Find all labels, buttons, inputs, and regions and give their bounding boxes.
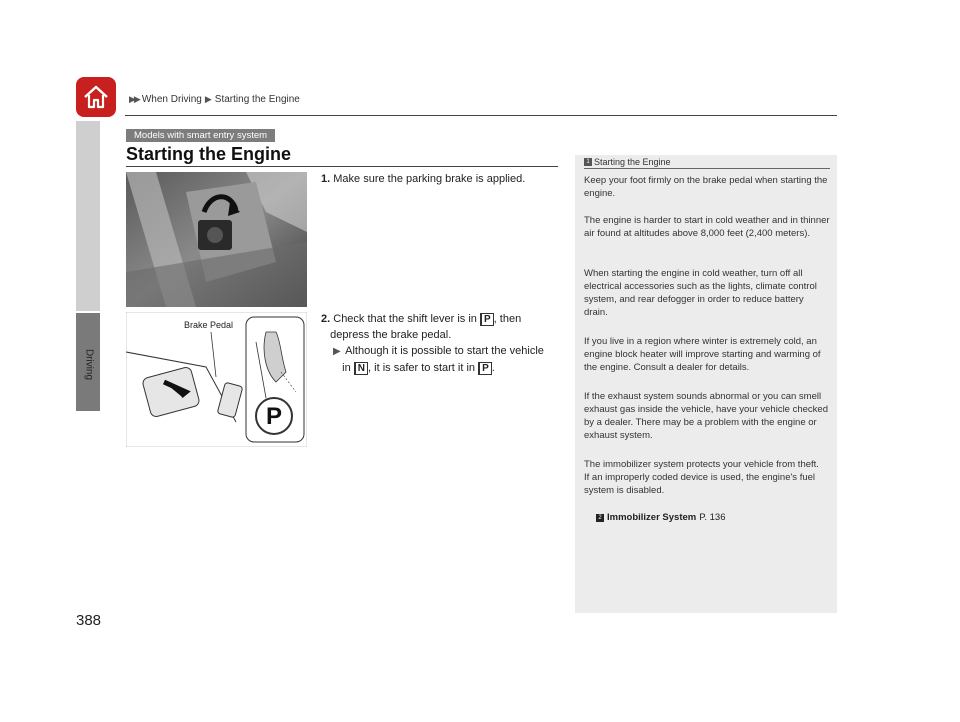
header-divider (125, 115, 837, 116)
sidebar-paragraph: If you live in a region where winter is extremely cold, an engine block heater will improve starting and warming of the engine. Consult a dealer for details. (584, 336, 821, 373)
sidebar-paragraph: When starting the engine in cold weather, turn off all electrical accessories such as the lights, climate control system, and rear defogger in order to reduce battery drain. (584, 268, 817, 318)
brake-pedal-label: Brake Pedal (184, 320, 234, 330)
key-p: P (480, 313, 494, 326)
breadcrumb (129, 94, 300, 105)
step-1: 1. Make sure the parking brake is applied. (321, 173, 526, 185)
page-number: 388 (76, 612, 102, 629)
home-button[interactable] (76, 77, 116, 117)
step-2-note: ▶ Although it is possible to start the vehicle in N , it is safer to start it in P . (333, 345, 544, 374)
key-n: N (354, 362, 368, 375)
brake-pedal-illustration (126, 312, 307, 447)
step-2: 2. Check that the shift lever is in P , then depress the brake pedal. (321, 313, 522, 341)
shift-p-letter: P (265, 403, 283, 430)
sidebar-divider (584, 168, 830, 169)
side-tab-label: Driving (83, 348, 95, 381)
sidebar-title: 1 Starting the Engine (584, 157, 671, 167)
heading-divider (126, 166, 558, 167)
side-tab-background (76, 121, 100, 311)
home-icon (81, 82, 111, 112)
chevron-right-icon: ▶ (204, 94, 212, 104)
page-title: Starting the Engine (126, 144, 292, 164)
breadcrumb-item-when-driving[interactable]: When Driving (141, 94, 202, 105)
reference-icon: 2 (596, 514, 604, 522)
sidebar-paragraph: Keep your foot firmly on the brake pedal when starting the engine. (584, 175, 828, 199)
note-number-icon: 1 (584, 158, 592, 166)
sidebar-paragraph: If the exhaust system sounds abnormal or you can smell exhaust gas inside the vehicle, have your vehicle checked by a dealer. There may be a problem with the engine or exhaust system. (584, 391, 828, 441)
key-p: P (478, 362, 492, 375)
triangle-right-icon: ▶ (333, 346, 341, 357)
sidebar-paragraph: The engine is harder to start in cold weather and in thinner air found at altitudes above 8,000 feet (2,400 meters). (584, 215, 830, 239)
immobilizer-reference-link[interactable]: 2 Immobilizer System P. 136 (596, 512, 725, 523)
parking-brake-photo (126, 172, 307, 307)
chevron-right-icon: ▶▶ (129, 94, 139, 104)
breadcrumb-item-starting-engine[interactable]: Starting the Engine (214, 94, 300, 105)
model-badge: Models with smart entry system (126, 129, 275, 142)
sidebar-paragraph: The immobilizer system protects your vehicle from theft. If an improperly coded device is used, the engine's fuel system is disabled. (584, 459, 819, 496)
